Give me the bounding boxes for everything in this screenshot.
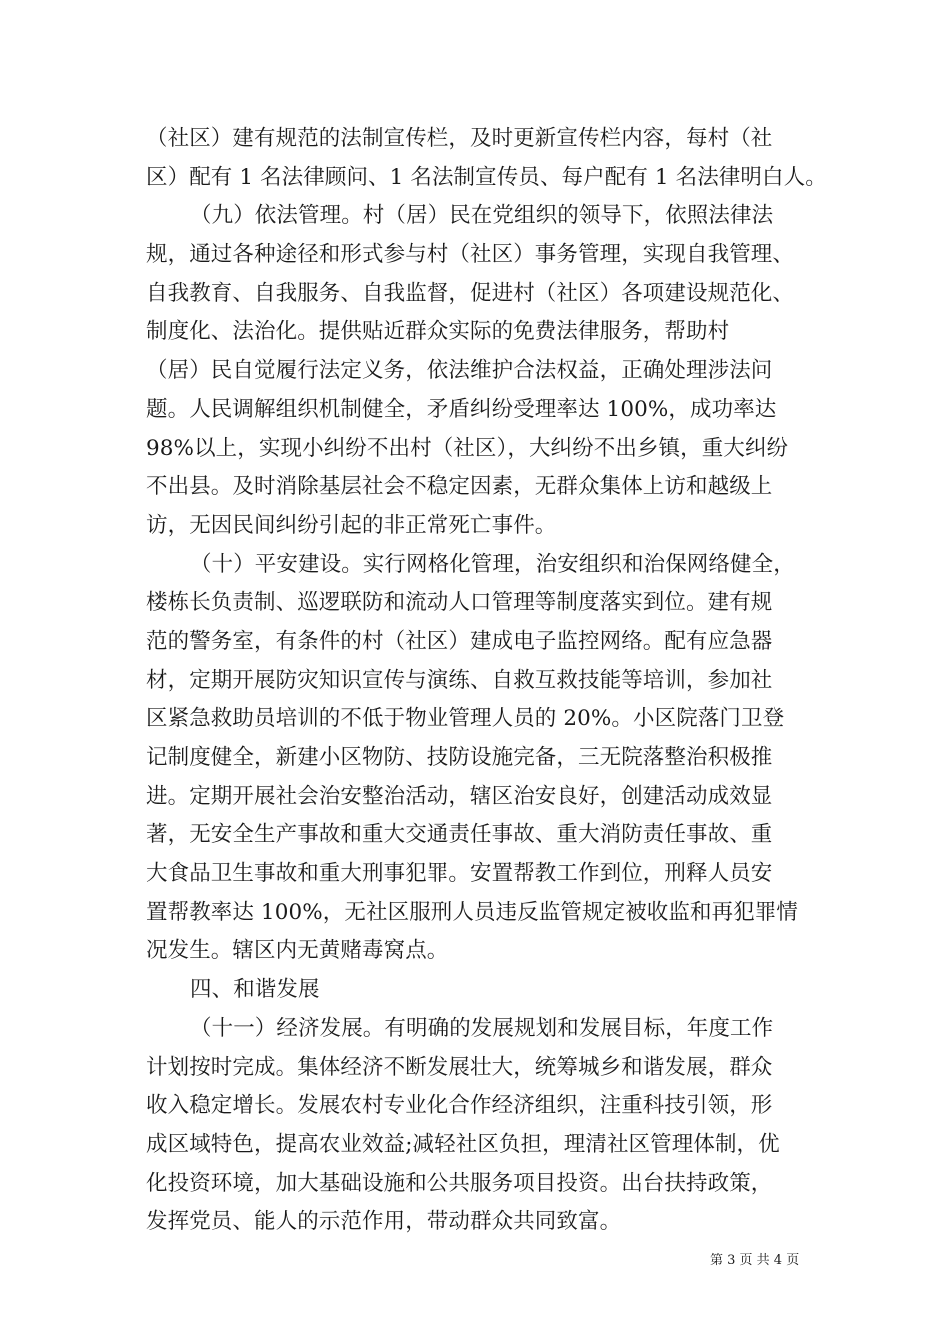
paragraph-start-line: （十一）经济发展。有明确的发展规划和发展目标，年度工作 (190, 1015, 774, 1041)
text-line: 区）配有 1 名法律顾问、1 名法制宣传员、每户配有 1 名法律明白人。 (146, 164, 827, 190)
document-body (146, 120, 826, 1242)
text-line: 规，通过各种途径和形式参与村（社区）事务管理，实现自我管理、 (146, 242, 795, 268)
text-line: 计划按时完成。集体经济不断发展壮大，统筹城乡和谐发展，群众 (146, 1054, 773, 1080)
text-line: 材，定期开展防灾知识宣传与演练、自救互救技能等培训，参加社 (146, 667, 773, 693)
text-line: 题。人民调解组织机制健全，矛盾纠纷受理率达 100%，成功率达 (146, 396, 777, 422)
text-line: （居）民自觉履行法定义务，依法维护合法权益，正确处理涉法问 (146, 358, 773, 384)
text-line: 访，无因民间纠纷引起的非正常死亡事件。 (146, 512, 557, 538)
text-line: 制度化、法治化。提供贴近群众实际的免费法律服务，帮助村 (146, 319, 730, 345)
text-line: 化投资环境，加大基础设施和公共服务项目投资。出台扶持政策， (146, 1170, 773, 1196)
text-line: 置帮教率达 100%，无社区服刑人员违反监管规定被收监和再犯罪情 (146, 899, 799, 925)
text-line: 自我教育、自我服务、自我监督，促进村（社区）各项建设规范化、 (146, 280, 795, 306)
section-heading: 四、和谐发展 (190, 977, 320, 1003)
text-line: 不出县。及时消除基层社会不稳定因素，无群众集体上访和越级上 (146, 474, 773, 500)
text-line: 进。定期开展社会治安整治活动，辖区治安良好，创建活动成效显 (146, 783, 773, 809)
text-line: 成区域特色，提高农业效益;减轻社区负担，理清社区管理体制，优 (146, 1131, 780, 1157)
text-line: （社区）建有规范的法制宣传栏，及时更新宣传栏内容，每村（社 (146, 126, 773, 151)
text-line: 著，无安全生产事故和重大交通责任事故、重大消防责任事故、重 (146, 822, 773, 848)
paragraph-start-line: （九）依法管理。村（居）民在党组织的领导下，依照法律法 (190, 203, 774, 229)
text-line: 发挥党员、能人的示范作用，带动群众共同致富。 (146, 1209, 622, 1235)
text-line: 大食品卫生事故和重大刑事犯罪。安置帮教工作到位，刑释人员安 (146, 861, 773, 887)
page-number-footer: 第 3 页 共 4 页 (710, 1253, 800, 1268)
text-line: 收入稳定增长。发展农村专业化合作经济组织，注重科技引领，形 (146, 1093, 773, 1119)
paragraph-start-line: （十）平安建设。实行网格化管理，治安组织和治保网络健全， (190, 551, 795, 577)
text-line: 98%以上，实现小纠纷不出村（社区），大纠纷不出乡镇，重大纠纷 (146, 435, 789, 461)
text-line: 范的警务室，有条件的村（社区）建成电子监控网络。配有应急器 (146, 628, 773, 654)
text-line: 况发生。辖区内无黄赌毒窝点。 (146, 938, 449, 964)
text-line: 记制度健全，新建小区物防、技防设施完备，三无院落整治积极推 (146, 745, 773, 770)
text-line: 楼栋长负责制、巡逻联防和流动人口管理等制度落实到位。建有规 (146, 590, 773, 616)
text-line: 区紧急救助员培训的不低于物业管理人员的 20%。小区院落门卫登 (146, 706, 785, 732)
